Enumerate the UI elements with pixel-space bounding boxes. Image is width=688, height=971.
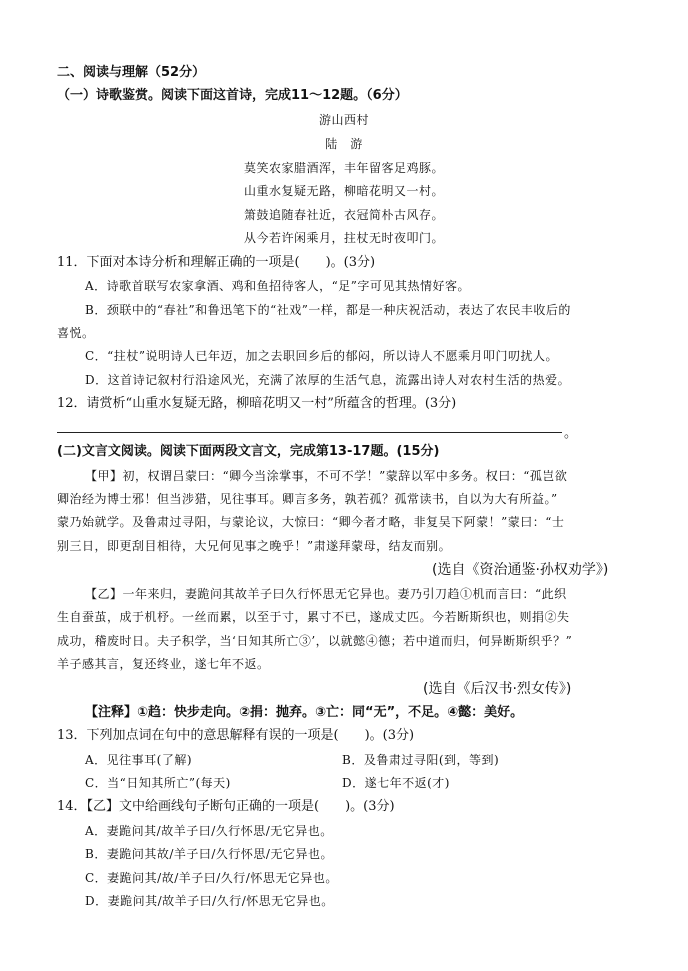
poem-line: 从今若许闲乘月，拄杖无时夜叩门。 [243, 231, 444, 245]
section-heading: 二、阅读与理解（52分） [57, 65, 206, 80]
question-14-option-b: B．妻跪问其故/羊子曰/久行怀思/无它异也。 [85, 847, 333, 861]
poem-line: 莫笑农家腊酒浑，丰年留客足鸡豚。 [243, 161, 444, 175]
question-14-option-c: C．妻跪问其/故/羊子曰/久行/怀思无它异也。 [85, 871, 338, 885]
passage-yi-line: 成功，稽废时日。夫子积学，当‘日知其所亡③’，以就懿④德；若中道而归，何异断斯织乎？” [57, 634, 573, 648]
classical-intro: (二)文言文阅读。阅读下面两段文言文，完成第13-17题。(15分) [57, 444, 440, 459]
passage-jia-line: 蒙乃始就学。及鲁肃过寻阳，与蒙论议，大惊曰：“卿今者才略，非复吴下阿蒙！”蒙曰：“士 [57, 515, 565, 529]
passage-jia-line: 卿治经为博士邪！但当涉猎，见往事耳。卿言多务，孰若孤？孤常读书，自以为大有所益。” [57, 492, 558, 506]
question-13-option-d: D．遂七年不返(才) [342, 776, 450, 790]
poem-line: 山重水复疑无路，柳暗花明又一村。 [243, 184, 444, 198]
question-13-option-c: C．当“日知其所亡”(每天) [85, 776, 231, 790]
passage-yi-line: 生自蚕茧，成于机杼。一丝而累，以至于寸，累寸不已，遂成丈匹。今若断斯织也，则捐②失 [57, 610, 570, 624]
passage-jia-line: 别三日，即更刮目相待，大兄何见事之晚乎！”肃遂拜蒙母，结友而别。 [57, 539, 452, 553]
passage-jia-line: 【甲】初，权谓吕蒙曰：“卿今当涂掌事，不可不学！”蒙辞以军中多务。权曰：“孤岂欲 [85, 469, 568, 483]
question-11-option-b: B．颈联中的“春社”和鲁迅笔下的“社戏”一样，都是一种庆祝活动，表达了农民丰收后的 [85, 303, 571, 317]
poem-author: 陆 游 [325, 137, 363, 151]
question-13-option-a: A．见往事耳(了解) [85, 753, 193, 767]
passage-yi-line: 【乙】一年来归，妻跪问其故羊子曰久行怀思无它异也。妻乃引刀趋①机而言曰：“此织 [85, 587, 567, 601]
poem-intro: （一）诗歌鉴赏。阅读下面这首诗，完成11～12题。（6分） [57, 88, 408, 103]
poem-title: 游山西村 [318, 113, 369, 127]
answer-end-mark: 。 [564, 426, 578, 441]
question-14-stem: 14．【乙】文中给画线句子断句正确的一项是( )。(3分) [57, 799, 395, 814]
question-14-option-a: A．妻跪问其/故羊子曰/久行怀思/无它异也。 [85, 824, 333, 838]
question-11-option-b-cont: 喜悦。 [57, 326, 95, 340]
source-yi: (选自《后汉书·烈女传》) [423, 681, 572, 697]
passage-yi-line: 羊子感其言，复还终业，遂七年不返。 [57, 657, 270, 671]
source-jia: (选自《资治通鉴·孙权劝学》) [432, 562, 609, 578]
annotation-notes: 【注释】①趋：快步走向。②捐：抛弃。③亡：同“无”，不足。④懿：美好。 [85, 705, 524, 720]
question-11-option-c: C．“拄杖”说明诗人已年迈，加之去职回乡后的郁闷，所以诗人不愿乘月叩门叨扰人。 [85, 349, 558, 363]
question-14-option-d: D．妻跪问其/故羊子曰/久行/怀思无它异也。 [85, 894, 334, 908]
answer-blank-line[interactable] [57, 432, 562, 433]
question-11-stem: 11．下面对本诗分析和理解正确的一项是( )。(3分) [57, 255, 376, 270]
question-13-stem: 13．下列加点词在句中的意思解释有误的一项是( )。(3分) [57, 728, 415, 743]
question-12-stem: 12．请赏析“山重水复疑无路，柳暗花明又一村”所蕴含的哲理。(3分) [57, 396, 457, 411]
question-13-option-b: B．及鲁肃过寻阳(到，等到) [342, 753, 500, 767]
question-11-option-d: D．这首诗记叙村行沿途风光，充满了浓厚的生活气息，流露出诗人对农村生活的热爱。 [85, 373, 571, 387]
question-11-option-a: A．诗歌首联写农家拿酒、鸡和鱼招待客人，“足”字可见其热情好客。 [85, 279, 470, 293]
poem-line: 箫鼓追随春社近，衣冠简朴古风存。 [243, 208, 444, 222]
